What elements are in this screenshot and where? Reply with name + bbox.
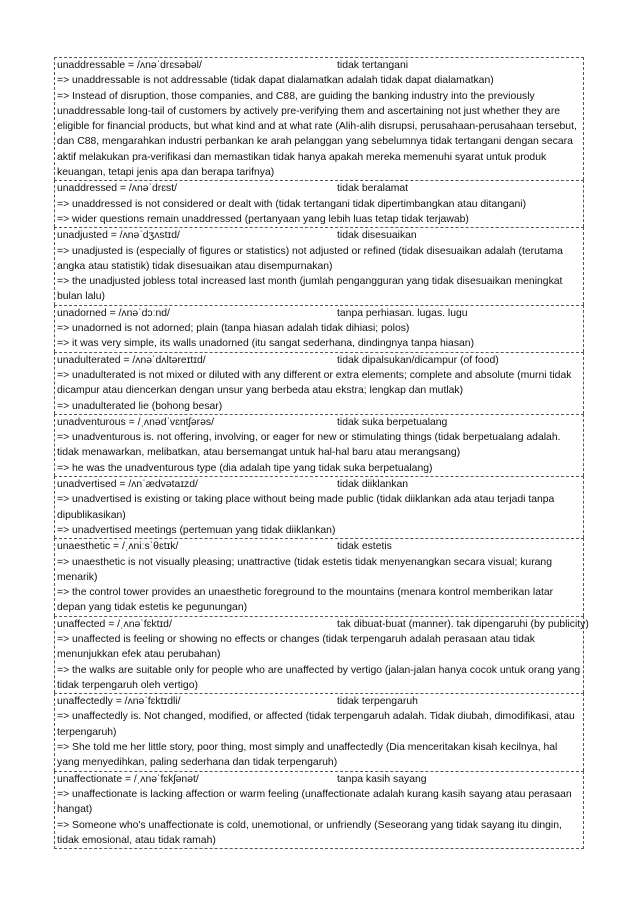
dictionary-entry — [54, 227, 584, 304]
entry-term: unadvertised = /ʌnˈædvətaɪzd/ — [57, 479, 198, 491]
dictionary-entry — [54, 305, 584, 352]
entry-translation: tidak diiklankan — [337, 479, 409, 491]
entry-example: => the control tower provides an unaesthetic foreground to the mountains (menara kontrol memberikan latar depan yang tidak estetis ke pegunungan) — [57, 587, 554, 614]
dictionary-entry — [54, 57, 584, 180]
entry-headline — [57, 58, 581, 73]
entry-headline — [57, 306, 581, 321]
entry-example: => Instead of disruption, those companies, and C88, are guiding the banking industry into the previously unaddressable long-tail of customers by actively pre-verifying them and ascertaining not just whether they are eligible for financial products, but what kind and at what rate (Alih-alih disrupsi, perusahaan-perusahaan tersebut, dan C88, mengarahkan industri perbankan ke arah pelanggan yang sebelumnya tidak tertangani dengan secara aktif melakukan pra-verifikasi dan memastikan tidak hanya apakah mereka memenuhi syarat untuk produk keuangan, tetapi jenis apa dan berapa tarifnya) — [57, 90, 577, 179]
dictionary-entry — [54, 414, 584, 476]
entry-definition: => unaddressed is not considered or dealt with (tidak tertangani tidak dipertimbangkan atau ditangani) — [57, 198, 527, 210]
entry-headline — [57, 539, 581, 554]
entry-definition: => unadorned is not adorned; plain (tanpa hiasan adalah tidak dihiasi; polos) — [57, 323, 410, 335]
entry-example: => he was the unadventurous type (dia adalah tipe yang tidak suka berpetualang) — [57, 462, 433, 474]
entry-term: unaffected = /ˌʌnəˈfɛktɪd/ — [57, 618, 172, 630]
entry-term: unaddressable = /ʌnəˈdrɛsəbəl/ — [57, 60, 202, 71]
dictionary-entry — [54, 693, 584, 770]
entry-definition: => unaffected is feeling or showing no effects or changes (tidak terpengaruh adalah perasaan atau tidak menunjukkan efek atau perubahan) — [57, 633, 535, 661]
dictionary-entry — [54, 476, 584, 538]
entry-term: unadventurous = /ˌʌnədˈvɛntʃərəs/ — [57, 416, 214, 428]
entry-term: unaesthetic = /ˌʌniːsˈθɛtɪk/ — [57, 541, 179, 553]
entry-headline — [57, 415, 581, 430]
entry-example: => the walks are suitable only for people who are unaffected by vertigo (jalan-jalan hanya cocok untuk orang yang tidak terpengaruh oleh vertigo) — [57, 664, 581, 691]
entry-headline — [57, 181, 581, 196]
dictionary-entry — [54, 538, 584, 615]
entry-translation: tanpa perhiasan. lugas. lugu — [337, 307, 468, 319]
entry-headline — [57, 694, 581, 709]
dictionary-entry — [54, 616, 589, 693]
entry-term: unadulterated = /ʌnəˈdʌltəreɪtɪd/ — [57, 354, 206, 366]
entry-term: unadorned = /ʌnəˈdɔːnd/ — [57, 307, 170, 319]
entry-translation: tidak suka berpetualang — [337, 416, 448, 428]
entry-translation: tidak beralamat — [337, 183, 409, 195]
entry-definition: => unaesthetic is not visually pleasing; unattractive (tidak estetis tidak menyenangkan secara visual; kurang menarik) — [57, 556, 552, 583]
entry-term: unaffectionate = /ˌʌnəˈfɛkʃənət/ — [57, 773, 199, 785]
entry-headline — [57, 772, 581, 787]
entry-example: => Someone who's unaffectionate is cold, unemotional, or unfriendly (Seseorang yang tidak sayang itu dingin, tidak emosional, atau tidak ramah) — [57, 819, 562, 846]
dictionary-entry — [54, 352, 584, 414]
entry-definition: => unadulterated is not mixed or diluted with any different or extra elements; complete and absolute (murni tidak dicampur atau diencerkan dengan unsur yang berbeda atau ekstra; lengkap dan mutlak) — [57, 369, 572, 397]
entry-headline — [57, 353, 581, 368]
entry-headline — [57, 477, 581, 492]
entry-translation: tidak disesuaikan — [337, 230, 417, 242]
entry-term: unadjusted = /ʌnəˈdʒʌstɪd/ — [57, 230, 180, 242]
entry-translation: tanpa kasih sayang — [337, 773, 427, 785]
entry-definition: => unaddressable is not addressable (tidak dapat dialamatkan adalah tidak dapat dialamatkan) — [57, 75, 494, 87]
entry-translation: tidak dipalsukan/dicampur (of food) — [337, 354, 499, 366]
entry-definition: => unadventurous is. not offering, involving, or eager for new or stimulating things (tidak berpetualang adalah. tidak menawarkan, melibatkan, atau bersemangat untuk hal-hal baru atau merangsang) — [57, 432, 561, 459]
entry-example: => unadulterated lie (bohong besar) — [57, 400, 223, 412]
entry-definition: => unadvertised is existing or taking place without being made public (tidak diiklankan ada atau terjadi tanpa dipublikasikan) — [57, 494, 555, 521]
entry-translation: tidak estetis — [337, 541, 392, 553]
dictionary-entry — [54, 771, 584, 849]
entry-example: => it was very simple, its walls unadorned (itu sangat sederhana, dindingnya tanpa hiasan) — [57, 338, 475, 350]
entry-headline — [57, 617, 589, 632]
entry-example: => unadvertised meetings (pertemuan yang tidak diiklankan) — [57, 524, 336, 536]
entry-term: unaddressed = /ʌnəˈdrɛst/ — [57, 183, 177, 195]
entry-translation: tidak terpengaruh — [337, 696, 418, 708]
entry-example: => wider questions remain unaddressed (pertanyaan yang lebih luas tetap tidak terjawab) — [57, 213, 469, 225]
dictionary-entry — [54, 180, 584, 227]
entry-translation: tak dibuat-buat (manner). tak dipengaruhi (by publicity) — [337, 618, 589, 630]
entry-term: unaffectedly = /ʌnəˈfɛktɪdli/ — [57, 696, 181, 708]
entry-definition: => unaffectionate is lacking affection or warm feeling (unaffectionate adalah kurang kasih sayang atau perasaan hangat) — [57, 788, 572, 816]
entry-translation: tidak tertangani — [337, 60, 409, 71]
entry-example: => the unadjusted jobless total increased last month (jumlah pengangguran yang tidak disesuaikan meningkat bulan lalu) — [57, 276, 563, 303]
dictionary-page — [54, 57, 589, 849]
entry-example: => She told me her little story, poor thing, most simply and unaffectedly (Dia menceritakan kisah kecilnya, hal yang menyedihkan, paling sederhana dan tidak terpengaruh) — [57, 742, 558, 769]
entry-definition: => unadjusted is (especially of figures or statistics) not adjusted or refined (tidak disesuaikan adalah (terutama angka atau statistik) tidak disesuaikan atau disempurnakan) — [57, 245, 563, 272]
entry-definition: => unaffectedly is. Not changed, modified, or affected (tidak terpengaruh adalah. Tidak diubah, dimodifikasi, atau terpengaruh) — [57, 711, 575, 738]
entry-headline — [57, 228, 581, 243]
